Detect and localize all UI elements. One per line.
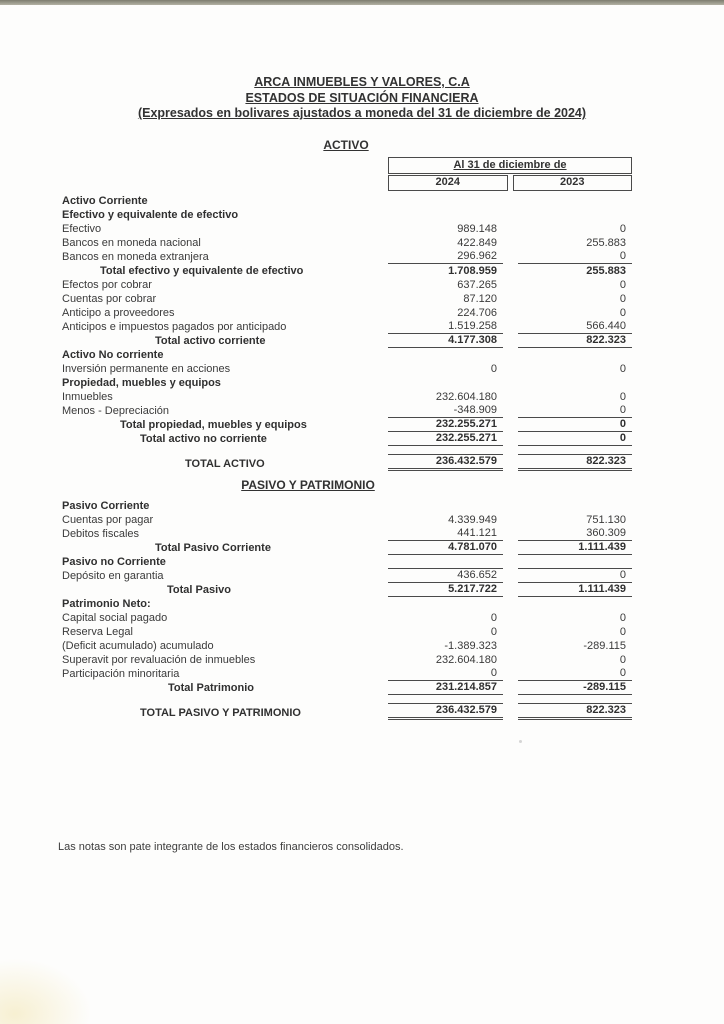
pasivo-rows (62, 499, 632, 720)
table-row (62, 611, 632, 625)
value-2023: 822.323 (518, 334, 632, 348)
row-label: Depósito en garantia (62, 569, 164, 582)
value-2023: 0 (619, 362, 626, 375)
table-row (62, 569, 632, 583)
value-2023: 1.111.439 (518, 541, 632, 555)
value-2024: 637.265 (457, 278, 497, 291)
value-2024: 5.217.722 (388, 583, 503, 597)
company-name: ARCA INMUEBLES Y VALORES, C.A (254, 75, 470, 89)
table-row (62, 250, 632, 264)
row-label: Pasivo Corriente (62, 499, 150, 512)
value-2023: 360.309 (518, 527, 632, 541)
value-2024: 232.604.180 (435, 390, 497, 403)
table-row (62, 264, 632, 278)
table-row (62, 236, 632, 250)
value-2024: 4.339.949 (448, 513, 497, 526)
row-label: Total activo no corriente (140, 432, 267, 445)
value-2023: 566.440 (518, 320, 632, 334)
row-label: Reserva Legal (62, 625, 133, 638)
scan-edge-artifact (0, 0, 724, 5)
table-row (62, 541, 632, 555)
row-label: Cuentas por cobrar (62, 292, 157, 305)
value-2023: 0 (518, 432, 632, 446)
column-header-box (388, 157, 632, 191)
row-label: Menos - Depreciación (62, 404, 169, 417)
row-label: Total propiedad, muebles y equipos (120, 418, 307, 431)
row-label: Bancos en moneda nacional (62, 236, 201, 249)
table-row (62, 306, 632, 320)
row-label: (Deficit acumulado) acumulado (62, 639, 214, 652)
row-label: Efectivo y equivalente de efectivo (62, 208, 239, 221)
table-row (62, 278, 632, 292)
table-row (62, 667, 632, 681)
value-2023: 0 (518, 250, 632, 264)
row-label: Cuentas por pagar (62, 513, 154, 526)
scan-stain-artifact (0, 958, 92, 1024)
value-2024: 232.604.180 (435, 653, 497, 666)
value-2023: 0 (518, 667, 632, 681)
value-2024: 0 (490, 611, 497, 624)
value-2023: 0 (619, 625, 626, 638)
table-row (62, 362, 632, 376)
value-2024: 989.148 (457, 222, 497, 235)
activo-section-heading (0, 138, 708, 152)
value-2024: -1.389.323 (444, 639, 497, 652)
value-2023: 255.883 (586, 264, 626, 277)
table-row (62, 583, 632, 597)
table-row (62, 222, 632, 236)
scan-speckle (257, 712, 260, 715)
value-2023: 0 (518, 404, 632, 418)
row-label: Total activo corriente (155, 334, 266, 347)
table-row (62, 681, 632, 695)
value-2024: 236.432.579 (388, 703, 503, 720)
table-row (62, 418, 632, 432)
table-row (62, 194, 632, 208)
value-2024: 441.121 (388, 527, 503, 541)
table-row (62, 208, 632, 222)
row-label: Capital social pagado (62, 611, 168, 624)
table-row (62, 513, 632, 527)
row-label: TOTAL PASIVO Y PATRIMONIO (140, 706, 301, 719)
value-2024: 231.214.857 (388, 681, 503, 695)
value-2023: 822.323 (518, 454, 632, 471)
table-row (62, 334, 632, 348)
row-label: Propiedad, muebles y equipos (62, 376, 221, 389)
value-2023: 0 (619, 611, 626, 624)
row-label: Activo Corriente (62, 194, 148, 207)
value-2023: 0 (619, 653, 626, 666)
row-label: Total Patrimonio (168, 681, 254, 694)
table-row (62, 499, 632, 513)
pasivo-section-heading (0, 478, 670, 492)
value-2024: -348.909 (388, 404, 503, 418)
row-label: Participación minoritaria (62, 667, 180, 680)
row-label: Efectivo (62, 222, 102, 235)
table-row (62, 376, 632, 390)
row-label: Activo No corriente (62, 348, 164, 361)
column-year-2023: 2023 (513, 175, 633, 191)
value-2023: -289.115 (518, 681, 632, 695)
footnote: Las notas son pate integrante de los estados financieros consolidados. (58, 841, 404, 853)
value-2024: 422.849 (457, 236, 497, 249)
column-year-2024: 2024 (388, 175, 508, 191)
value-2024: 1.708.959 (448, 264, 497, 277)
table-row (62, 639, 632, 653)
table-row (62, 555, 632, 569)
document-title-block (0, 75, 724, 122)
value-2023: 0 (619, 292, 626, 305)
pasivo-heading-label: PASIVO Y PATRIMONIO (241, 477, 375, 492)
value-2024: 87.120 (463, 292, 497, 305)
row-label: Total Pasivo (167, 583, 231, 596)
value-2023: 0 (518, 569, 632, 583)
value-2024: 296.962 (388, 250, 503, 264)
table-row (62, 432, 632, 446)
value-2023: 751.130 (586, 513, 626, 526)
row-label: Bancos en moneda extranjera (62, 250, 209, 263)
value-2024: 0 (388, 667, 503, 681)
column-year-row (388, 175, 632, 191)
activo-section (0, 157, 724, 471)
table-row (62, 625, 632, 639)
value-2023: 1.111.439 (518, 583, 632, 597)
table-row (62, 390, 632, 404)
value-2024: 4.177.308 (388, 334, 503, 348)
table-row (62, 320, 632, 334)
table-row (62, 597, 632, 611)
value-2024: 0 (490, 362, 497, 375)
table-row (62, 348, 632, 362)
row-label: Inversión permanente en acciones (62, 362, 231, 375)
table-row (62, 527, 632, 541)
value-2023: 822.323 (518, 703, 632, 720)
table-row (62, 653, 632, 667)
row-label: Total Pasivo Corriente (155, 541, 271, 554)
scan-speckle (519, 740, 522, 743)
table-row (62, 404, 632, 418)
value-2024: 236.432.579 (388, 454, 503, 471)
value-2024: 232.255.271 (388, 432, 503, 446)
value-2024: 4.781.070 (388, 541, 503, 555)
value-2023: 0 (619, 306, 626, 319)
activo-heading-label: ACTIVO (323, 137, 369, 152)
table-row (62, 454, 632, 471)
row-label: TOTAL ACTIVO (185, 457, 265, 470)
row-label: Superavit por revaluación de inmuebles (62, 653, 256, 666)
currency-note: (Expresados en bolivares ajustados a moneda del 31 de diciembre de 2024) (137, 106, 587, 120)
row-label: Efectos por cobrar (62, 278, 152, 291)
pasivo-section (0, 499, 724, 720)
row-label: Patrimonio Neto: (62, 597, 151, 610)
value-2024: 436.652 (388, 569, 503, 583)
value-2023: 0 (619, 278, 626, 291)
value-2024: 0 (490, 625, 497, 638)
table-row (62, 703, 632, 720)
row-label: Anticipos e impuestos pagados por anticipado (62, 320, 287, 333)
value-2023: 0 (619, 390, 626, 403)
value-2023: 0 (518, 418, 632, 432)
column-group-header-label: Al 31 de diciembre de (453, 158, 567, 171)
activo-rows (62, 194, 632, 471)
row-label: Debitos fiscales (62, 527, 140, 540)
value-2024: 1.519.258 (388, 320, 503, 334)
table-row (62, 292, 632, 306)
row-label: Anticipo a proveedores (62, 306, 175, 319)
row-label: Total efectivo y equivalente de efectivo (100, 264, 304, 277)
value-2023: -289.115 (583, 639, 626, 652)
value-2024: 232.255.271 (388, 418, 503, 432)
statement-title: ESTADOS DE SITUACIÓN FINANCIERA (245, 90, 479, 105)
row-label: Inmuebles (62, 390, 113, 403)
value-2024: 224.706 (457, 306, 497, 319)
value-2023: 0 (619, 222, 626, 235)
value-2023: 255.883 (586, 236, 626, 249)
column-group-header (388, 157, 632, 174)
row-label: Pasivo no Corriente (62, 555, 166, 568)
